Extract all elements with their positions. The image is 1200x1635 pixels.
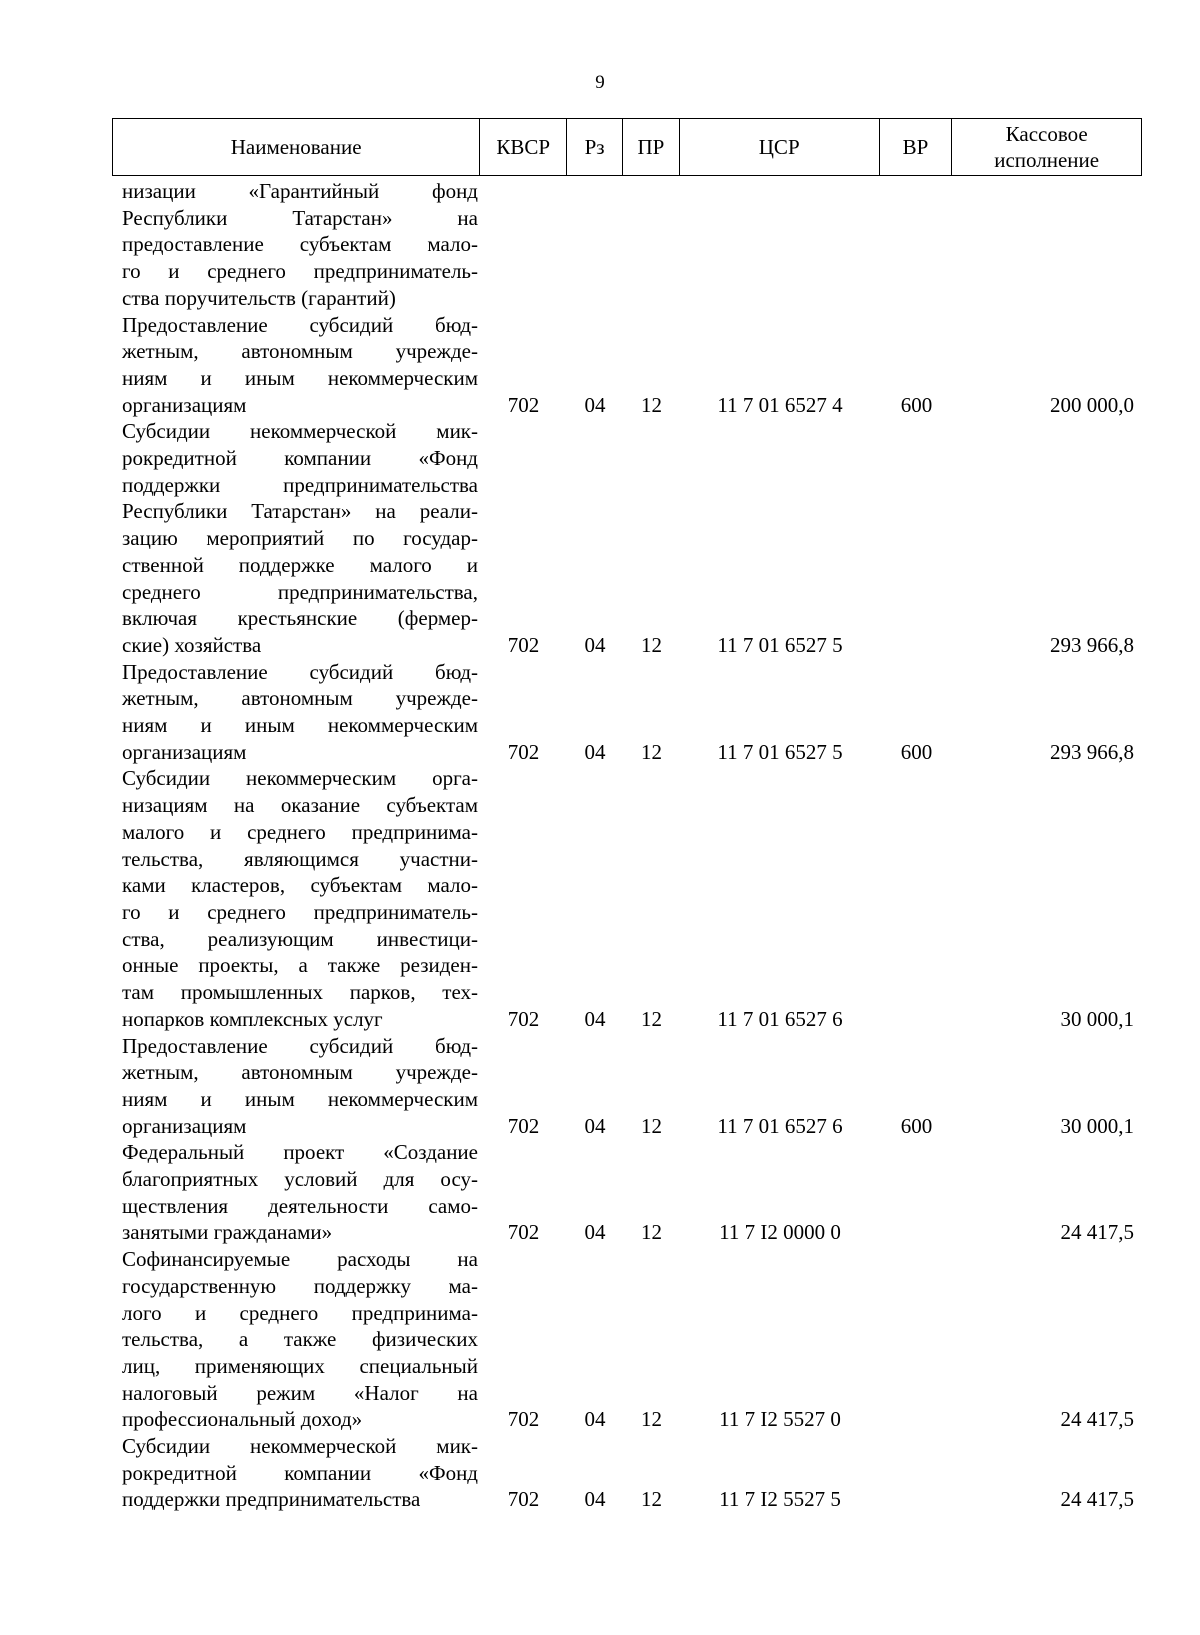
row-kvsr: 702 — [507, 392, 540, 417]
row-vr: 600 — [900, 739, 933, 764]
row-name-line: государственную поддержку ма- — [122, 1273, 478, 1298]
row-name-line: ства поручительств (гарантий) — [122, 285, 396, 310]
table-row — [112, 178, 1142, 312]
row-kvsr: 702 — [507, 1113, 540, 1138]
row-name-line: Предоставление субсидий бюд- — [122, 1033, 478, 1058]
row-name-line: ниям и иным некоммерческим — [122, 713, 478, 738]
header-sum-line2: исполнение — [994, 148, 1100, 172]
row-name-line: ственной поддержке малого и — [122, 552, 478, 577]
row-name-line: жетным, автономным учрежде- — [122, 686, 478, 711]
row-name-line: организациям — [122, 739, 247, 764]
row-sum: 30 000,1 — [1060, 1006, 1134, 1031]
row-name-line: там промышленных парков, тех- — [122, 980, 478, 1005]
row-name-line: Республики Татарстан» на реали- — [122, 499, 478, 524]
row-rz: 04 — [584, 632, 606, 657]
row-name-line: профессиональный доход» — [122, 1407, 363, 1432]
row-csr: 11 7 01 6527 6 — [717, 1006, 843, 1031]
row-name-line: предоставление субъектам мало- — [122, 232, 478, 257]
row-name-line: го и среднего предприниматель- — [122, 899, 478, 924]
header-vr: ВР — [880, 119, 953, 175]
row-name-line: ниям и иным некоммерческим — [122, 1086, 478, 1111]
row-name-line: Предоставление субсидий бюд- — [122, 312, 478, 337]
table-header — [112, 118, 1142, 176]
table-row — [112, 1139, 1142, 1246]
row-name-line: го и среднего предприниматель- — [122, 259, 478, 284]
header-rz: Рз — [567, 119, 623, 175]
table-row — [112, 1433, 1142, 1513]
row-sum: 24 417,5 — [1060, 1220, 1134, 1245]
row-name — [112, 1033, 480, 1140]
table-row — [112, 765, 1142, 1032]
row-name-line: организациям — [122, 392, 247, 417]
row-name-line: благоприятных условий для осу- — [122, 1167, 478, 1192]
row-sum: 293 966,8 — [1050, 632, 1134, 657]
row-name — [112, 1433, 480, 1513]
row-sum: 293 966,8 — [1050, 739, 1134, 764]
row-csr: 11 7 01 6527 4 — [717, 392, 843, 417]
row-name-line: Федеральный проект «Создание — [122, 1140, 478, 1165]
row-name-line: Субсидии некоммерческой мик- — [122, 419, 478, 444]
row-name-line: ниям и иным некоммерческим — [122, 365, 478, 390]
row-name-line: низациям на оказание субъектам — [122, 793, 478, 818]
row-sum: 24 417,5 — [1060, 1487, 1134, 1512]
row-name — [112, 1139, 480, 1246]
table-body — [112, 178, 1142, 1513]
row-name — [112, 418, 480, 658]
row-rz: 04 — [584, 1487, 606, 1512]
row-vr: 600 — [900, 1113, 933, 1138]
row-name-line: тельства, являющимся участни- — [122, 846, 478, 871]
row-name-line: Субсидии некоммерческим орга- — [122, 766, 478, 791]
row-pr: 12 — [641, 1220, 662, 1245]
row-rz: 04 — [584, 739, 606, 764]
row-kvsr: 702 — [507, 632, 540, 657]
row-pr: 12 — [641, 1407, 662, 1432]
row-name-line: Республики Татарстан» на — [122, 205, 478, 230]
row-name-line: занятыми гражданами» — [122, 1220, 333, 1245]
row-rz: 04 — [584, 392, 606, 417]
row-pr: 12 — [641, 632, 662, 657]
row-name-line: включая крестьянские (фермер- — [122, 606, 478, 631]
row-name-line: низации «Гарантийный фонд — [122, 179, 478, 203]
header-name: Наименование — [113, 119, 480, 175]
row-name-line: жетным, автономным учрежде- — [122, 1060, 478, 1085]
row-name-line: среднего предпринимательства, — [122, 579, 478, 604]
row-rz: 04 — [584, 1006, 606, 1031]
header-sum — [952, 119, 1141, 175]
row-name-line: зацию мероприятий по государ- — [122, 526, 478, 551]
row-name-line: онные проекты, а также резиден- — [122, 953, 478, 978]
row-pr: 12 — [641, 1487, 662, 1512]
row-name-line: ществления деятельности само- — [122, 1193, 478, 1218]
row-kvsr: 702 — [507, 739, 540, 764]
header-sum-line1: Кассовое — [1005, 122, 1088, 146]
row-kvsr: 702 — [507, 1220, 540, 1245]
row-name-line: ские) хозяйства — [122, 632, 262, 657]
row-pr: 12 — [641, 392, 662, 417]
table-row — [112, 418, 1142, 658]
row-name — [112, 765, 480, 1032]
row-pr: 12 — [641, 739, 662, 764]
row-csr: 11 7 I2 5527 5 — [719, 1487, 841, 1512]
row-pr: 12 — [641, 1006, 662, 1031]
row-rz: 04 — [584, 1220, 606, 1245]
row-name-line: жетным, автономным учрежде- — [122, 339, 478, 364]
row-csr: 11 7 01 6527 5 — [717, 632, 843, 657]
row-csr: 11 7 01 6527 6 — [717, 1113, 843, 1138]
row-name-line: рокредитной компании «Фонд — [122, 446, 478, 471]
row-kvsr: 702 — [507, 1407, 540, 1432]
table-row — [112, 1033, 1142, 1140]
row-name-line: поддержки предпринимательства — [122, 1487, 421, 1512]
row-pr: 12 — [641, 1113, 662, 1138]
row-rz: 04 — [584, 1407, 606, 1432]
row-name — [112, 1246, 480, 1433]
row-name-line: поддержки предпринимательства — [122, 472, 478, 497]
row-name-line: тельства, а также физических — [122, 1327, 478, 1352]
row-csr: 11 7 I2 0000 0 — [719, 1220, 841, 1245]
row-name-line: лиц, применяющих специальный — [122, 1353, 478, 1378]
row-csr: 11 7 I2 5527 0 — [719, 1407, 841, 1432]
row-name-line: Предоставление субсидий бюд- — [122, 659, 478, 684]
row-sum: 30 000,1 — [1060, 1113, 1134, 1138]
row-name — [112, 659, 480, 766]
row-name-line: лого и среднего предпринима- — [122, 1300, 478, 1325]
row-name — [112, 178, 480, 312]
row-sum: 200 000,0 — [1050, 392, 1134, 417]
row-name-line: Субсидии некоммерческой мик- — [122, 1434, 478, 1459]
table-row — [112, 312, 1142, 419]
page-number: 9 — [595, 72, 605, 93]
row-name-line: Софинансируемые расходы на — [122, 1247, 478, 1272]
row-kvsr: 702 — [507, 1006, 540, 1031]
row-rz: 04 — [584, 1113, 606, 1138]
header-csr: ЦСР — [680, 119, 880, 175]
row-name-line: налоговый режим «Налог на — [122, 1380, 478, 1405]
header-pr: ПР — [623, 119, 680, 175]
row-csr: 11 7 01 6527 5 — [717, 739, 843, 764]
row-name-line: малого и среднего предпринима- — [122, 819, 478, 844]
table-row — [112, 659, 1142, 766]
row-name-line: ства, реализующим инвестици- — [122, 926, 478, 951]
table-row — [112, 1246, 1142, 1433]
row-name-line: организациям — [122, 1113, 247, 1138]
row-name-line: рокредитной компании «Фонд — [122, 1460, 478, 1485]
row-name-line: ками кластеров, субъектам мало- — [122, 873, 478, 898]
row-name — [112, 312, 480, 419]
header-kvsr: КВСР — [480, 119, 567, 175]
row-vr: 600 — [900, 392, 933, 417]
row-kvsr: 702 — [507, 1487, 540, 1512]
row-name-line: нопарков комплексных услуг — [122, 1006, 383, 1031]
row-sum: 24 417,5 — [1060, 1407, 1134, 1432]
